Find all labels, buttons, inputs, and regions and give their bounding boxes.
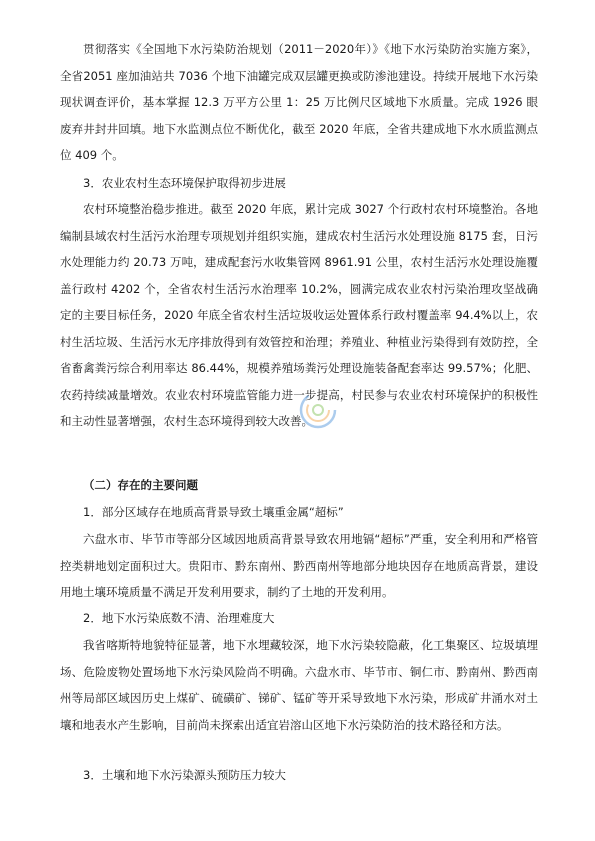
paragraph-groundwater-difficulty: 我省喀斯特地貌特征显著，地下水埋藏较深，地下水污染较隐蔽，化工集聚区、垃圾填埋场、危险废物处置场地下水污染风险尚不明确。六盘水市、毕节市、铜仁市、黔南州、黔西南州等局部区域因历史上煤矿、硫磺矿、锑矿、锰矿等开采导致地下水污染，形成矿井涌水对土壤和地表水产生影响，目前尚未探索出适宜岩溶山区地下水污染防治的技术路径和方法。 xyxy=(60,638,538,732)
heading-groundwater-difficulty: 2．地下水污染底数不清、治理难度大 xyxy=(83,611,275,625)
heading-agriculture-progress: 3．农业农村生态环境保护取得初步进展 xyxy=(83,176,286,190)
heading-main-problems: （二）存在的主要问题 xyxy=(83,478,198,492)
paragraph-groundwater-prevention: 贯彻落实《全国地下水污染防治规划（2011－2020年）》《地下水污染防治实施方案》，全省2051 座加油站共 7036 个地下油罐完成双层罐更换或防渗池建设。持续开展地下水污染现状调查评价，基本掌握 12.3 万平方公里 1：25 万比例尺区域地下水质量。完成 1926 眼废弃井封井回填。地下水监测点位不断优化，截至 2020 年底，全省共建成地下水水质监测点位 409 个。 xyxy=(60,42,538,162)
paragraph-soil-heavy-metal: 六盘水市、毕节市等部分区域因地质高背景导致农用地镉“超标”严重，安全利用和严格管控类耕地划定面积过大。贵阳市、黔东南州、黔西南州等地部分地块因存在地质高背景，建设用地土壤环境质量不满足开发利用要求，制约了土地的开发利用。 xyxy=(60,532,538,599)
paragraph-rural-environment: 农村环境整治稳步推进。截至 2020 年底，累计完成 3027 个行政村农村环境整治。各地编制县域农村生活污水治理专项规划并组织实施，建成农村生活污水处理设施 8175 套，日污水处理能力约 20.73 万吨，建成配套污水收集管网 8961.91 公里，农村生活污水处理设施覆盖行政村 4202 个，全省农村生活污水治理率 10.2%，圆满完成农业农村污染治理攻坚战确定的主要目标任务，2020 年底全省农村生活垃圾收运处置体系行政村覆盖率 94.4%以上，农村生活垃圾、生活污水无序排放得到有效管控和治理；养殖业、种植业污染得到有效防控，全省畜禽粪污综合利用率达 86.44%，规模养殖场粪污处理设施装备配套率达 99.57%；化肥、农药持续减量增效。农业农村环境监管能力进一步提高，村民参与农业农村环境保护的积极性和主动性显著增强，农村生态环境得到较大改善。 xyxy=(60,202,538,428)
heading-soil-heavy-metal: 1．部分区域存在地质高背景导致土壤重金属“超标” xyxy=(83,505,344,519)
heading-source-prevention: 3．土壤和地下水污染源头预防压力较大 xyxy=(83,768,286,782)
watermark-logo-icon xyxy=(296,388,340,432)
